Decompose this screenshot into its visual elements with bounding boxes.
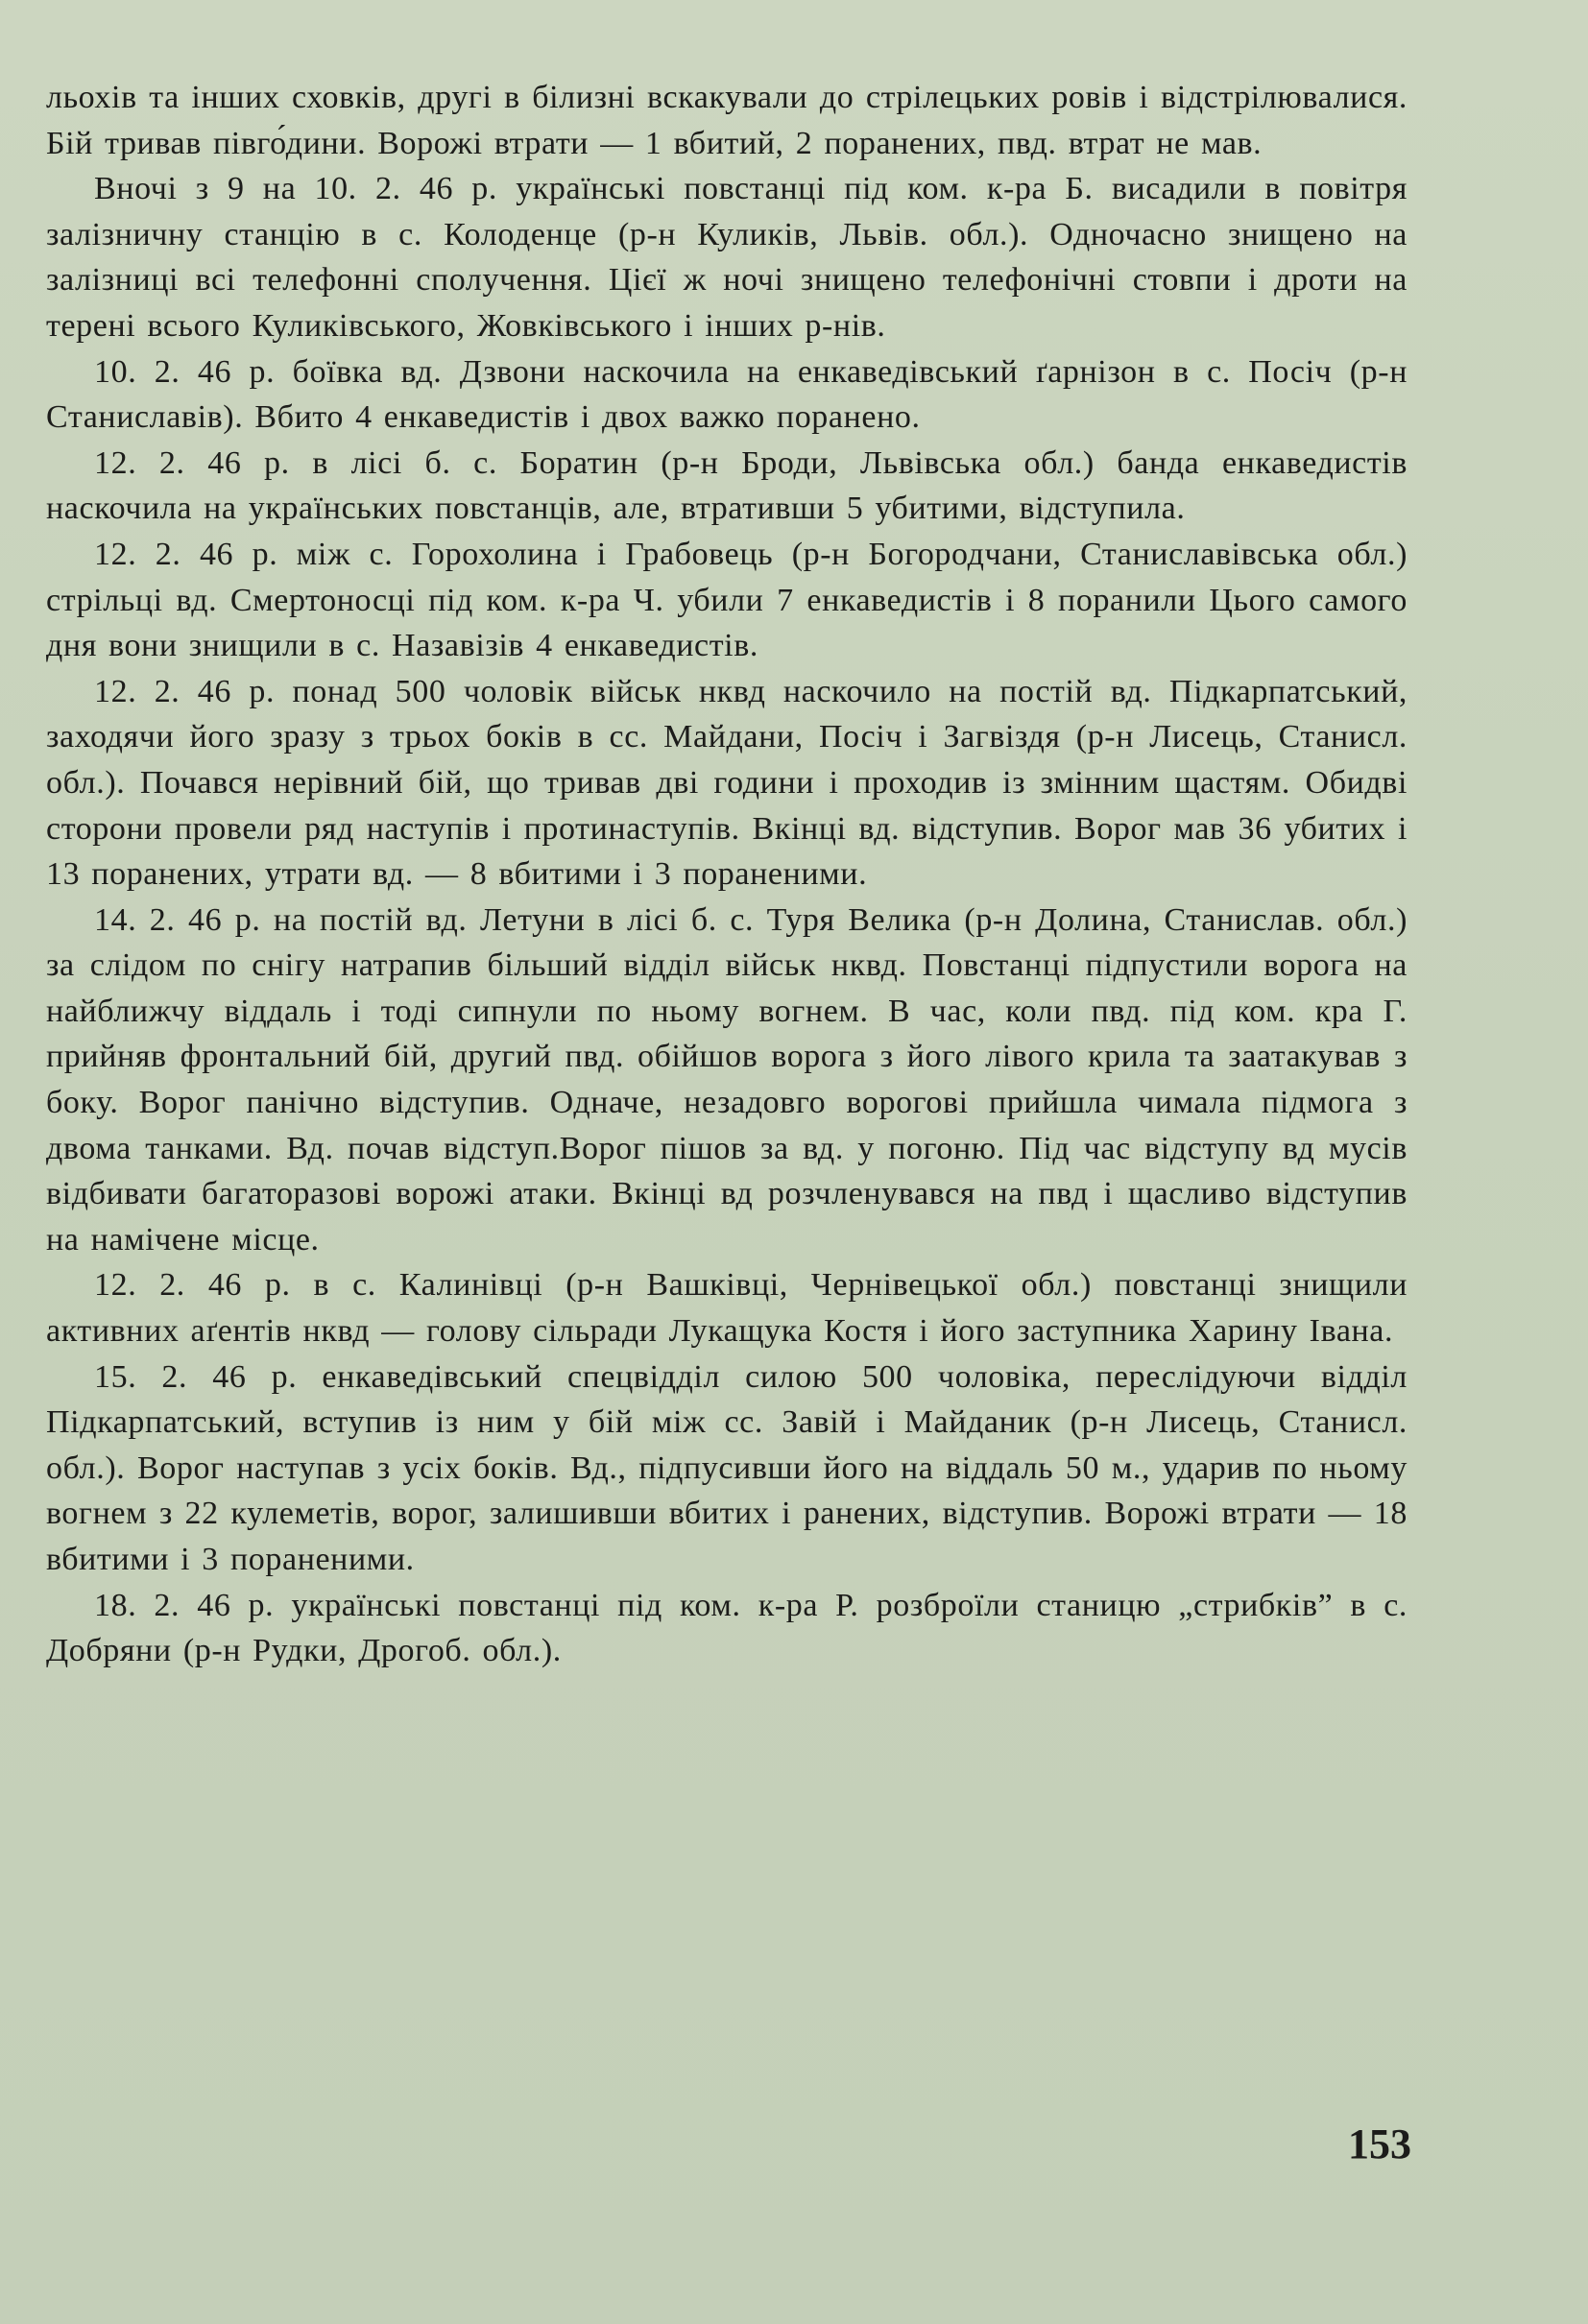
paragraph: 12. 2. 46 р. в лісі б. с. Боратин (р-н Броди, Львівська обл.) банда енкаведистів наскочила на українських повстанців, але, втративши 5 убитими, відступила. [46,444,1408,527]
document-body [46,75,1408,1674]
page-number: 153 [1348,2120,1411,2168]
paragraph: 15. 2. 46 р. енкаведівський спецвідділ силою 500 чоловіка, переслідуючи відділ Підкарпатський, вступив із ним у бій між сс. Завій і Майданик (р-н Лисець, Станисл. обл.). Ворог наступав з усіх боків. Вд., підпусивши його на віддаль 50 м., ударив по ньому вогнем з 22 кулеметів, ворог, залишивши вбитих і ранених, відступив. Ворожі втрати — 18 вбитими і 3 пораненими. [46,1358,1408,1577]
paragraph: льохів та інших сховків, другі в білизні вскакували до стрілецьких ровів і відстрілювалися. Бій тривав півго́дини. Ворожі втрати — 1 вбитий, 2 поранених, пвд. втрат не мав. [46,80,1408,161]
paragraph: 12. 2. 46 р. між с. Горохолина і Грабовець (р-н Богородчани, Станиславівська обл.) стрільці вд. Смертоносці під ком. к-ра Ч. убили 7 енкаведистів і 8 поранили Цього самого дня вони знищили в с. Назавізів 4 енкаведистів. [46,536,1408,664]
paragraph: 10. 2. 46 р. боївка вд. Дзвони наскочила на енкаведівський ґарнізон в с. Посіч (р-н Станиславів). Вбито 4 енкаведистів і двох важко поранено. [46,353,1408,436]
paragraph: 14. 2. 46 р. на постій вд. Летуни в лісі б. с. Туря Велика (р-н Долина, Станислав. обл.) за слідом по снігу натрапив більший відділ військ нквд. Повстанці підпустили ворога на найближчу віддаль і тоді сипнули по ньому вогнем. В час, коли пвд. під ком. кра Г. прийняв фронтальний бій, другий пвд. обійшов ворога з його лівого крила та заатакував з боку. Ворог панічно відступив. Одначе, незадовго ворогові прийшла чимала підмога з двома танками. Вд. почав відступ.Ворог пішов за вд. у погоню. Під час відступу вд мусів відбивати багаторазові ворожі атаки. Вкінці вд розчленувався на пвд і щасливо відступив на намічене місце. [46,901,1408,1258]
paragraph: 12. 2. 46 р. понад 500 чоловік військ нквд наскочило на постій вд. Підкарпатський, заходячи його зразу з трьох боків в сс. Майдани, Посіч і Загвіздя (р-н Лисець, Станисл. обл.). Почався нерівний бій, що тривав дві години і проходив із змінним щастям. Обидві сторони провели ряд наступів і протинаступів. Вкінці вд. відступив. Ворог мав 36 убитих і 13 поранених, утрати вд. — 8 вбитими і 3 пораненими. [46,673,1408,893]
paragraph: 18. 2. 46 р. українські повстанці під ком. к-ра Р. розброїли станицю „стрибків” в с. Добряни (р-н Рудки, Дрогоб. обл.). [46,1587,1408,1669]
paragraph: Вночі з 9 на 10. 2. 46 р. українські повстанці під ком. к-ра Б. висадили в повітря залізничну станцію в с. Колоденце (р-н Куликів, Львів. обл.). Одночасно знищено на залізниці всі телефонні сполучення. Цієї ж ночі знищено телефонічні стовпи і дроти на терені всього Куликівського, Жовківського і інших р-нів. [46,171,1408,344]
paragraph: 12. 2. 46 р. в с. Калинівці (р-н Вашківці, Чернівецької обл.) повстанці знищили активних аґентів нквд — голову сільради Лукащука Костя і його заступника Харину Івана. [46,1267,1408,1350]
